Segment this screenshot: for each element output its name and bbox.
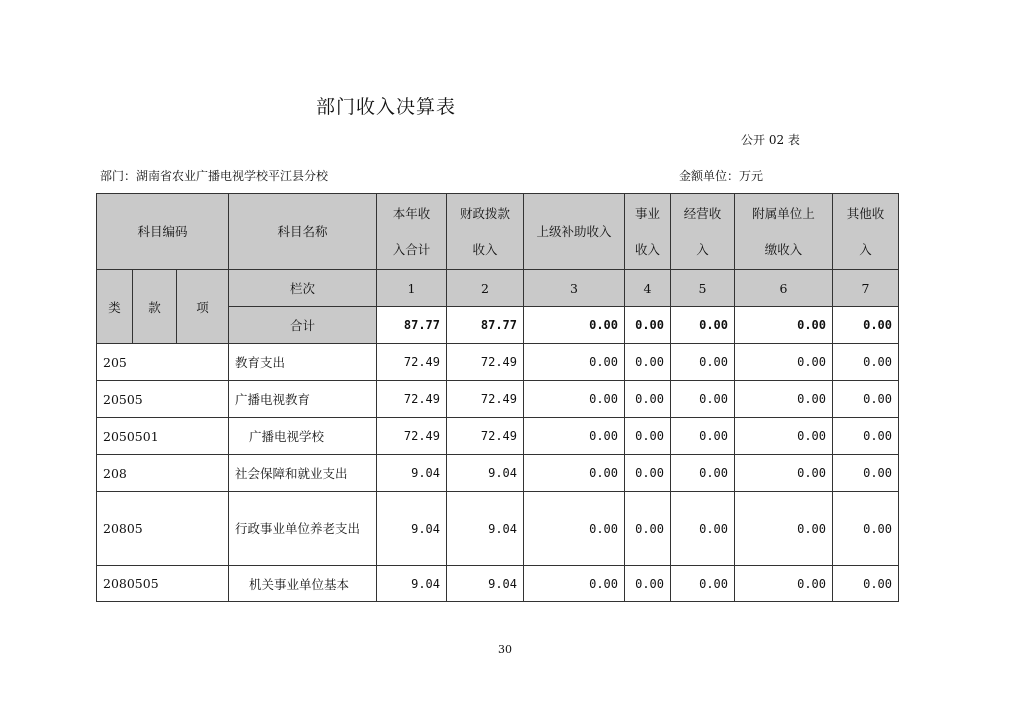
row-value: 0.00	[671, 381, 735, 418]
header-other-line2: 入	[859, 241, 872, 257]
row-code: 2050501	[97, 418, 229, 455]
header-lei: 类	[97, 270, 133, 344]
header-other	[833, 194, 899, 270]
header-code: 科目编码	[97, 194, 229, 270]
header-business-line1: 事业	[634, 205, 660, 221]
header-column-index: 栏次	[229, 270, 377, 307]
row-value: 0.00	[625, 381, 671, 418]
col-number-1: 1	[377, 270, 447, 307]
table-row	[97, 381, 899, 418]
row-value: 0.00	[625, 418, 671, 455]
header-business-line2: 收入	[634, 241, 660, 257]
row-value: 0.00	[735, 344, 833, 381]
department-label: 部门：湖南省农业广播电视学校平江县分校	[100, 169, 329, 183]
row-value: 72.49	[447, 381, 524, 418]
row-value: 0.00	[833, 344, 899, 381]
col-number-4: 4	[625, 270, 671, 307]
col-number-3: 3	[524, 270, 625, 307]
row-name: 广播电视教育	[229, 381, 377, 418]
income-table	[96, 193, 899, 602]
row-value: 0.00	[524, 381, 625, 418]
header-kuan: 款	[133, 270, 177, 344]
row-name: 教育支出	[229, 344, 377, 381]
row-value: 0.00	[735, 455, 833, 492]
col-number-7: 7	[833, 270, 899, 307]
row-code: 205	[97, 344, 229, 381]
total-value-3: 0.00	[524, 307, 625, 344]
header-total-line2: 入合计	[392, 241, 431, 257]
row-value: 0.00	[671, 455, 735, 492]
total-value-1: 87.77	[377, 307, 447, 344]
header-fiscal-line2: 收入	[472, 241, 498, 257]
total-value-7: 0.00	[833, 307, 899, 344]
row-value: 9.04	[447, 492, 524, 566]
row-value: 0.00	[735, 418, 833, 455]
row-value: 0.00	[671, 418, 735, 455]
header-operating-line2: 入	[696, 241, 709, 257]
row-value: 0.00	[625, 492, 671, 566]
total-value-6: 0.00	[735, 307, 833, 344]
row-value: 0.00	[671, 492, 735, 566]
row-value: 72.49	[377, 381, 447, 418]
row-code: 208	[97, 455, 229, 492]
row-value: 0.00	[524, 566, 625, 602]
header-xiang: 项	[177, 270, 229, 344]
row-value: 0.00	[833, 455, 899, 492]
row-value: 9.04	[447, 455, 524, 492]
table-row	[97, 492, 899, 566]
total-value-4: 0.00	[625, 307, 671, 344]
row-value: 0.00	[625, 344, 671, 381]
col-number-5: 5	[671, 270, 735, 307]
row-value: 0.00	[524, 418, 625, 455]
header-affiliated	[735, 194, 833, 270]
col-number-2: 2	[447, 270, 524, 307]
row-value: 72.49	[377, 418, 447, 455]
row-name: 行政事业单位养老支出	[229, 492, 377, 566]
header-operating	[671, 194, 735, 270]
row-code: 20505	[97, 381, 229, 418]
row-code: 2080505	[97, 566, 229, 602]
row-name: 机关事业单位基本	[229, 566, 377, 602]
header-business	[625, 194, 671, 270]
header-total-line1: 本年收	[392, 205, 431, 221]
row-name: 广播电视学校	[229, 418, 377, 455]
row-value: 0.00	[625, 566, 671, 602]
page-number: 30	[498, 643, 512, 656]
row-value: 0.00	[833, 381, 899, 418]
row-value: 0.00	[671, 344, 735, 381]
table-row	[97, 566, 899, 602]
row-name: 社会保障和就业支出	[229, 455, 377, 492]
header-affiliated-line2: 缴收入	[764, 241, 803, 257]
row-value: 0.00	[833, 566, 899, 602]
header-superior: 上级补助收入	[524, 194, 625, 270]
row-value: 9.04	[447, 566, 524, 602]
row-value: 0.00	[625, 455, 671, 492]
row-value: 0.00	[833, 492, 899, 566]
row-value: 72.49	[447, 418, 524, 455]
row-value: 9.04	[377, 455, 447, 492]
table-row	[97, 344, 899, 381]
row-code: 20805	[97, 492, 229, 566]
header-operating-line1: 经营收	[683, 205, 722, 221]
table-row	[97, 455, 899, 492]
total-label: 合计	[229, 307, 377, 344]
row-value: 72.49	[377, 344, 447, 381]
row-value: 0.00	[833, 418, 899, 455]
row-value: 0.00	[735, 492, 833, 566]
row-value: 0.00	[735, 566, 833, 602]
row-value: 0.00	[524, 455, 625, 492]
row-value: 0.00	[524, 492, 625, 566]
row-value: 9.04	[377, 492, 447, 566]
row-value: 0.00	[671, 566, 735, 602]
row-value: 0.00	[735, 381, 833, 418]
total-value-5: 0.00	[671, 307, 735, 344]
header-fiscal-line1: 财政拨款	[459, 205, 510, 221]
amount-unit-label: 金额单位：万元	[679, 169, 764, 183]
row-value: 0.00	[524, 344, 625, 381]
header-fiscal	[447, 194, 524, 270]
table-row	[97, 418, 899, 455]
page-title: 部门收入决算表	[316, 96, 457, 118]
header-total	[377, 194, 447, 270]
header-name: 科目名称	[229, 194, 377, 270]
header-other-line1: 其他收	[846, 205, 885, 221]
col-number-6: 6	[735, 270, 833, 307]
row-value: 72.49	[447, 344, 524, 381]
header-affiliated-line1: 附属单位上	[752, 205, 815, 221]
row-value: 9.04	[377, 566, 447, 602]
form-number: 公开 02 表	[741, 133, 800, 147]
total-value-2: 87.77	[447, 307, 524, 344]
